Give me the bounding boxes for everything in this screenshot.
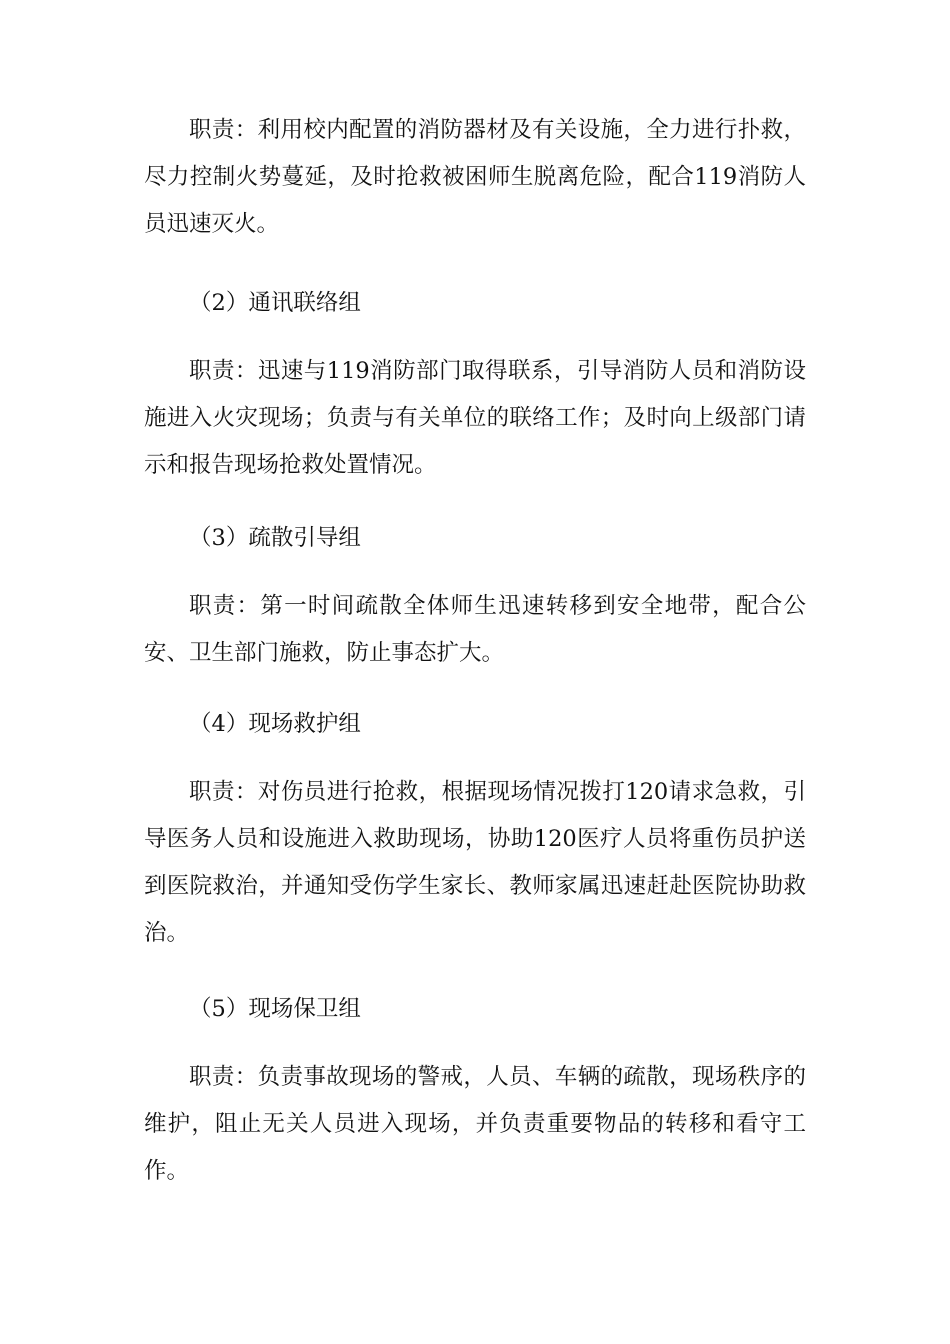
duty-paragraph-rescue: 职责：对伤员进行抢救，根据现场情况拨打120请求急救，引导医务人员和设施进入救助现场，协助120医疗人员将重伤员护送到医院救治，并通知受伤学生家长、教师家属迅速赶赴医院协助救治。 — [144, 779, 806, 946]
duty-paragraph-communication: 职责：迅速与119消防部门取得联系，引导消防人员和消防设施进入火灾现场；负责与有关单位的联络工作；及时向上级部门请示和报告现场抢救处置情况。 — [144, 358, 806, 478]
duty-paragraph-security: 职责：负责事故现场的警戒，人员、车辆的疏散，现场秩序的维护，阻止无关人员进入现场，并负责重要物品的转移和看守工作。 — [144, 1064, 806, 1184]
duty-paragraph-evacuation: 职责：第一时间疏散全体师生迅速转移到安全地带，配合公安、卫生部门施救，防止事态扩大。 — [144, 593, 806, 666]
section-heading-communication: （2）通讯联络组 — [189, 290, 361, 316]
duty-paragraph-firefighting: 职责：利用校内配置的消防器材及有关设施，全力进行扑救，尽力控制火势蔓延，及时抢救被困师生脱离危险，配合119消防人员迅速灭火。 — [144, 117, 806, 237]
section-heading-evacuation: （3）疏散引导组 — [189, 525, 361, 551]
section-heading-security: （5）现场保卫组 — [189, 996, 361, 1022]
section-heading-rescue: （4）现场救护组 — [189, 711, 361, 737]
